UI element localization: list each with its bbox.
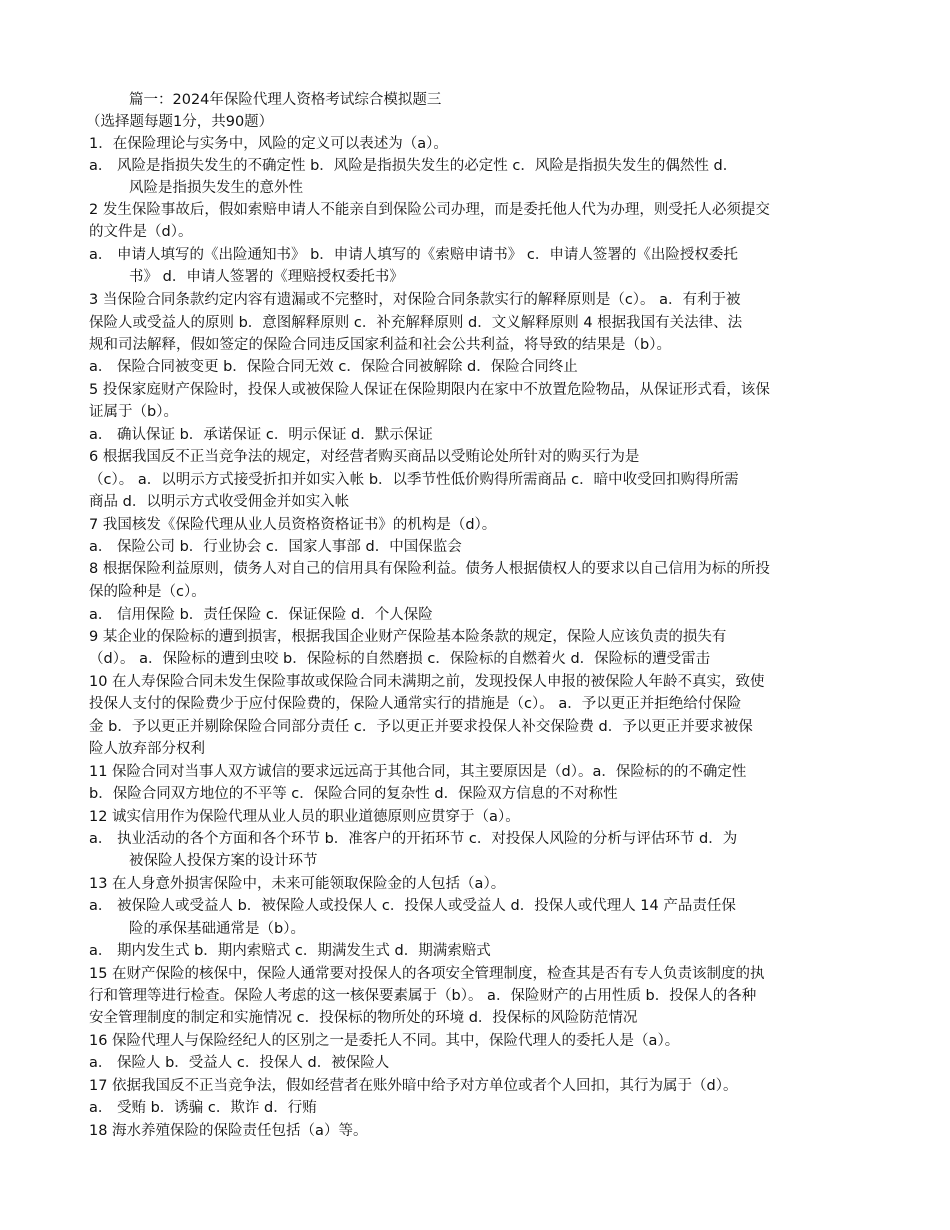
text-line: 保的险种是（c）。 [89, 584, 206, 600]
text-line: （c）。 a．以明示方式接受折扣并如实入帐 b．以季节性低价购得所需商品 c．暗中收受回扣购得所需 [89, 472, 739, 488]
text-line: a． 保险合同被变更 b．保险合同无效 c．保险合同被解除 d．保险合同终止 [89, 359, 578, 375]
text-line: 12 诚实信用作为保险代理从业人员的职业道德原则应贯穿于（a）。 [89, 809, 520, 825]
text-line: 15 在财产保险的核保中，保险人通常要对投保人的各项安全管理制度，检查其是否有专人负责该制度的执 [89, 966, 765, 982]
text-line: 的文件是（d）。 [89, 224, 193, 240]
text-line: 投保人支付的保险费少于应付保险费的，保险人通常实行的措施是（c）。 a．予以更正并拒绝给付保险 [89, 696, 742, 712]
text-line: 规和司法解释，假如签定的保险合同违反国家利益和社会公共利益，将导致的结果是（b）。 [89, 337, 671, 353]
text-line: 8 根据保险利益原则，债务人对自己的信用具有保险利益。债务人根据债权人的要求以自己信用为标的所投 [89, 561, 770, 577]
text-line: 5 投保家庭财产保险时，投保人或被保险人保证在保险期限内在家中不放置危险物品，从保证形式看，该保 [89, 382, 770, 398]
text-line: 证属于（b）。 [89, 404, 178, 420]
text-line: 行和管理等进行检查。保险人考虑的这一核保要素属于（b）。 a．保险财产的占用性质 b．投保人的各种 [89, 988, 757, 1004]
text-line: b．保险合同双方地位的不平等 c．保险合同的复杂性 d．保险双方信息的不对称性 [89, 786, 618, 802]
text-line: 3 当保险合同条款约定内容有遗漏或不完整时，对保险合同条款实行的解释原则是（c）。 a．有利于被 [89, 292, 741, 308]
text-line: a． 保险人 b．受益人 c．投保人 d．被保险人 [89, 1055, 390, 1071]
text-line: 17 依据我国反不正当竞争法，假如经营者在账外暗中给予对方单位或者个人回扣，其行为属于（d）。 [89, 1078, 738, 1094]
text-line: 16 保险代理人与保险经纪人的区别之一是委托人不同。其中，保险代理人的委托人是（a）。 [89, 1033, 680, 1049]
text-line: 金 b．予以更正并剔除保险合同部分责任 c．予以更正并要求投保人补交保险费 d．予以更正并要求被保 [89, 719, 753, 735]
text-line: 商品 d．以明示方式收受佣金并如实入帐 [89, 494, 350, 510]
text-line: 13 在人身意外损害保险中，未来可能领取保险金的人包括（a）。 [89, 876, 506, 892]
text-line: a． 期内发生式 b．期内索赔式 c．期满发生式 d．期满索赔式 [89, 943, 491, 959]
text-line: 2 发生保险事故后，假如索赔申请人不能亲自到保险公司办理，而是委托他人代为办理，则受托人必须提交 [89, 202, 770, 218]
text-line: 7 我国核发《保险代理从业人员资格资格证书》的机构是（d）。 [89, 517, 497, 533]
text-line: 9 某企业的保险标的遭到损害，根据我国企业财产保险基本险条款的规定，保险人应该负责的损失有 [89, 629, 727, 645]
text-line: 18 海水养殖保险的保险责任包括（a）等。 [89, 1123, 368, 1139]
text-line: 6 根据我国反不正当竞争法的规定，对经营者购买商品以受贿论处所针对的购买行为是 [89, 449, 640, 465]
text-line: 11 保险合同对当事人双方诚信的要求远远高于其他合同，其主要原因是（d）。a．保险标的的不确定性 [89, 764, 747, 780]
text-line: 被保险人投保方案的设计环节 [129, 853, 318, 869]
text-line: a． 风险是指损失发生的不确定性 b．风险是指损失发生的必定性 c．风险是指损失发生的偶然性 d． [89, 158, 738, 174]
text-line: a． 信用保险 b．责任保险 c．保证保险 d．个人保险 [89, 607, 433, 623]
text-line: a． 申请人填写的《出险通知书》 b．申请人填写的《索赔申请书》 c．申请人签署的《出险授权委托 [89, 247, 738, 263]
text-line: a． 确认保证 b．承诺保证 c．明示保证 d．默示保证 [89, 427, 433, 443]
text-line: 险的承保基础通常是（b）。 [129, 921, 305, 937]
text-line: a． 被保险人或受益人 b．被保险人或投保人 c．投保人或受益人 d．投保人或代理人 14 产品责任保 [89, 898, 736, 914]
text-line: a． 保险公司 b．行业协会 c．国家人事部 d．中国保监会 [89, 539, 462, 555]
text-line: 10 在人寿保险合同未发生保险事故或保险合同未满期之前，发现投保人申报的被保险人年龄不真实，致使 [89, 674, 765, 690]
text-line: 险人放弃部分权利 [89, 741, 205, 757]
text-line: 1．在保险理论与实务中，风险的定义可以表述为（a）。 [89, 136, 448, 152]
text-line: 安全管理制度的制定和实施情况 c．投保标的物所处的环境 d．投保标的风险防范情况 [89, 1010, 638, 1026]
document-subtitle: （选择题每题1分，共90题） [86, 114, 274, 130]
text-line: （d）。 a．保险标的遭到虫咬 b．保险标的自然磨损 c．保险标的自燃着火 d．保险标的遭受雷击 [89, 651, 711, 667]
document-title: 篇一：2024年保险代理人资格考试综合模拟题三 [129, 92, 442, 108]
text-line: a． 执业活动的各个方面和各个环节 b．准客户的开拓环节 c．对投保人风险的分析与评估环节 d．为 [89, 831, 738, 847]
text-line: 保险人或受益人的原则 b．意图解释原则 c．补充解释原则 d．文义解释原则 4 根据我国有关法律、法 [89, 315, 743, 331]
text-line: 书》 d．申请人签署的《理赔授权委托书》 [129, 269, 404, 285]
text-line: a． 受贿 b．诱骗 c．欺诈 d．行贿 [89, 1100, 317, 1116]
text-line: 风险是指损失发生的意外性 [129, 180, 303, 196]
